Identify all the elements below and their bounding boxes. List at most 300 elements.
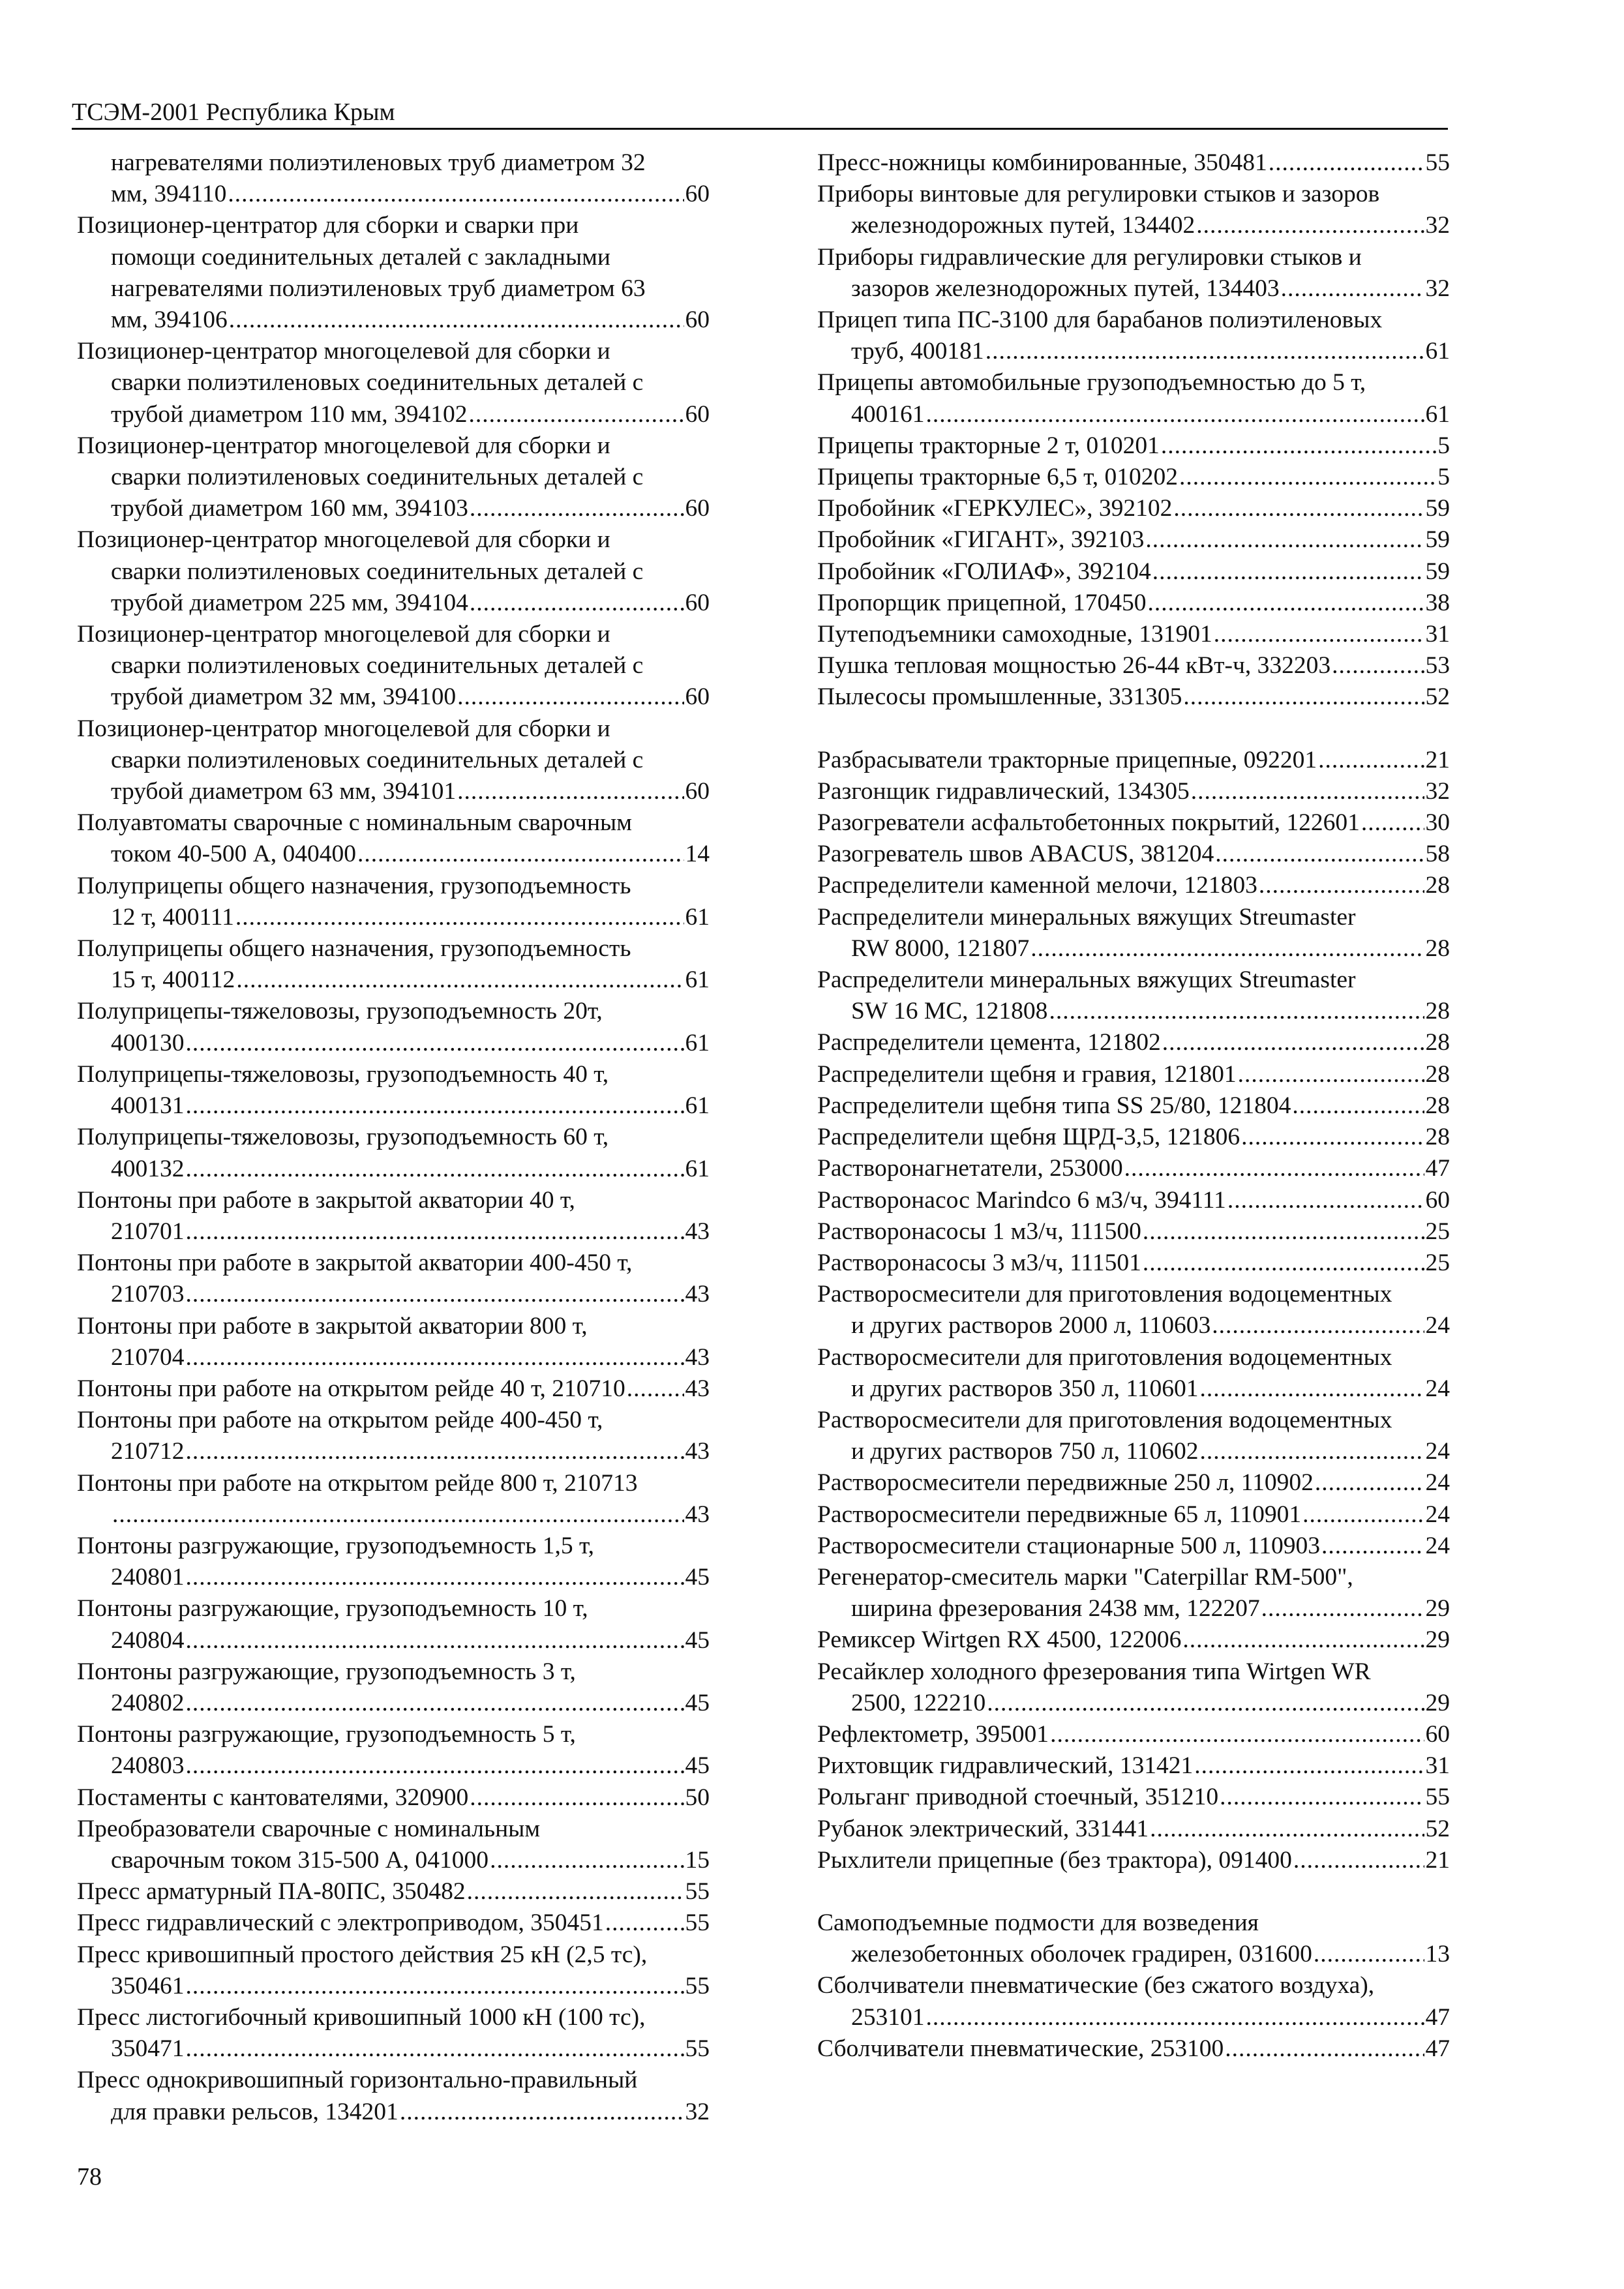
index-entry	[77, 1876, 710, 1908]
entry-page-number: 58	[1425, 841, 1450, 868]
index-entry	[77, 619, 710, 713]
entry-page-number: 28	[1425, 1060, 1450, 1088]
dot-leader	[236, 965, 684, 996]
index-entry	[77, 524, 710, 619]
entry-text-line: Пресс арматурный ПА-80ПС, 350482	[77, 1878, 466, 1906]
dot-leader	[1050, 1719, 1424, 1750]
dot-leader	[1150, 1814, 1424, 1845]
entry-page-number: 53	[1425, 652, 1450, 680]
dot-leader	[1182, 1624, 1424, 1656]
index-entry	[77, 996, 710, 1058]
index-entry	[77, 713, 710, 808]
entry-text-line: Растворосмесители для приготовления водоцементных	[817, 1343, 1392, 1371]
index-entry	[817, 524, 1450, 556]
index-entry	[817, 1122, 1450, 1153]
dot-leader	[1152, 556, 1424, 588]
index-entry	[817, 1656, 1450, 1719]
dot-leader	[1259, 870, 1424, 901]
dot-leader	[186, 2033, 684, 2065]
dot-leader	[1241, 1122, 1424, 1153]
dot-leader	[1179, 462, 1436, 493]
index-entry	[77, 2002, 710, 2065]
entry-text-line: 15 т, 400112	[111, 966, 235, 994]
entry-text-line: сварки полиэтиленовых соединительных деталей с	[111, 558, 644, 585]
entry-text-line: Пушка тепловая мощностью 26-44 кВт-ч, 332203	[817, 652, 1331, 680]
entry-page-number: 61	[685, 966, 710, 994]
entry-text-line: Разогреватель швов ABACUS, 381204	[817, 841, 1214, 868]
entry-page-number: 43	[685, 1218, 710, 1245]
index-entry	[817, 556, 1450, 588]
entry-text-line: Позиционер-центратор многоцелевой для сборки и	[77, 526, 610, 554]
entry-page-number: 55	[685, 1878, 710, 1906]
dot-leader	[987, 1688, 1424, 1719]
entry-text-line: Прицеп типа ПС-3100 для барабанов полиэтиленовых	[817, 307, 1383, 334]
entry-page-number: 24	[1425, 1375, 1450, 1402]
entry-page-number: 61	[685, 1029, 710, 1056]
dot-leader	[1238, 1059, 1424, 1090]
entry-text-line: помощи соединительных деталей с закладными	[111, 243, 610, 271]
entry-text-line: Распределители щебня ЩРД-3,5, 121806	[817, 1124, 1241, 1151]
entry-text-line: сварочным током 315-500 А, 041000	[111, 1846, 489, 1874]
index-entry	[817, 1216, 1450, 1248]
index-entry	[817, 1090, 1450, 1122]
entry-page-number: 28	[1425, 1124, 1450, 1151]
index-entry	[817, 745, 1450, 776]
dot-leader	[1212, 1310, 1424, 1341]
dot-leader	[1183, 681, 1424, 713]
dot-leader	[1173, 493, 1424, 524]
index-entry	[817, 807, 1450, 839]
dot-leader	[1292, 1090, 1424, 1122]
entry-text-line: Понтоны при работе в закрытой акватории 800 т,	[77, 1312, 588, 1339]
page-number: 78	[77, 2163, 102, 2191]
dot-leader	[1214, 619, 1424, 650]
entry-text-line: Пресс гидравлический с электроприводом, 350451	[77, 1909, 604, 1937]
entry-text-line: 210703	[111, 1281, 185, 1308]
entry-text-line: Прицепы автомобильные грузоподъемностью до 5 т,	[817, 369, 1366, 396]
index-entry	[817, 1624, 1450, 1656]
dot-leader	[467, 1876, 684, 1908]
entry-text-line: Позиционер-центратор многоцелевой для сборки и	[77, 338, 610, 365]
index-entry	[77, 1593, 710, 1656]
index-entry	[817, 147, 1450, 179]
entry-text-line: Путеподъемники самоходные, 131901	[817, 621, 1212, 648]
dot-leader	[1215, 839, 1424, 870]
index-entry	[817, 367, 1450, 430]
index-entry	[817, 1845, 1450, 1876]
entry-text-line: Понтоны при работе в закрытой акватории 400-450 т,	[77, 1249, 633, 1277]
index-entry	[817, 430, 1450, 462]
index-column-right	[817, 147, 1450, 2065]
dot-leader	[1293, 1845, 1424, 1876]
entry-page-number: 24	[1425, 1438, 1450, 1465]
entry-text-line: трубой диаметром 110 мм, 394102	[111, 400, 468, 428]
entry-text-line: Понтоны при работе на открытом рейде 800 т, 210713	[77, 1469, 638, 1497]
index-entry	[817, 1153, 1450, 1184]
entry-text-line: и других растворов 750 л, 110602	[851, 1438, 1199, 1465]
entry-page-number: 28	[1425, 935, 1450, 962]
entry-text-line: Понтоны при работе на открытом рейде 400-450 т,	[77, 1407, 603, 1434]
entry-page-number: 60	[685, 589, 710, 616]
running-header: ТСЭМ-2001 Республика Крым	[72, 98, 395, 126]
entry-text-line: Полуприцепы-тяжеловозы, грузоподъемность 40 т,	[77, 1060, 609, 1088]
dot-leader	[357, 839, 684, 870]
index-entry	[77, 430, 710, 525]
dot-leader	[1302, 1499, 1424, 1531]
dot-leader	[1030, 933, 1424, 965]
index-entry	[77, 1122, 710, 1184]
entry-page-number: 52	[1425, 1815, 1450, 1842]
entry-text-line: Пресс листогибочный кривошипный 1000 кН (100 тс),	[77, 2003, 646, 2031]
dot-leader	[235, 902, 684, 933]
entry-text-line: Самоподъемные подмости для возведения	[817, 1909, 1259, 1936]
entry-text-line: сварки полиэтиленовых соединительных деталей с	[111, 652, 644, 680]
entry-text-line: Растворосмесители стационарные 500 л, 110903	[817, 1532, 1320, 1559]
entry-text-line: 210712	[111, 1438, 185, 1465]
header-rule	[72, 128, 1448, 130]
index-entry	[817, 588, 1450, 619]
index-entry	[817, 1467, 1450, 1499]
entry-text-line: Рихтовщик гидравлический, 131421	[817, 1752, 1194, 1780]
entry-text-line: Полуприцепы общего назначения, грузоподъемность	[77, 872, 631, 899]
dot-leader	[627, 1373, 684, 1405]
entry-text-line: Прицепы тракторные 2 т, 010201	[817, 432, 1160, 459]
index-entry	[77, 807, 710, 870]
entry-text-line: Сболчиватели пневматические (без сжатого воздуха),	[817, 1972, 1375, 1999]
entry-text-line: Разогреватели асфальтобетонных покрытий, 122601	[817, 809, 1360, 837]
entry-text-line: сварки полиэтиленовых соединительных деталей с	[111, 369, 644, 396]
entry-page-number: 60	[685, 181, 710, 208]
index-entry	[817, 1248, 1450, 1279]
index-entry	[817, 1342, 1450, 1405]
dot-leader	[1220, 1782, 1424, 1813]
entry-text-line: и других растворов 350 л, 110601	[851, 1375, 1199, 1402]
entry-text-line: Распределители щебня и гравия, 121801	[817, 1060, 1237, 1088]
entry-text-line: 253101	[851, 2003, 925, 2031]
index-entry	[77, 1814, 710, 1876]
entry-text-line: 350471	[111, 2035, 185, 2063]
entry-page-number: 47	[1425, 1155, 1450, 1182]
index-entry	[817, 305, 1450, 367]
entry-text-line: нагревателями полиэтиленовых труб диаметром 63	[111, 275, 646, 302]
entry-text-line: трубой диаметром 32 мм, 394100	[111, 683, 457, 711]
index-entry	[77, 1782, 710, 1814]
index-entry	[817, 462, 1450, 493]
entry-text-line: Растворосмесители для приготовления водоцементных	[817, 1281, 1392, 1308]
index-entry	[77, 871, 710, 933]
entry-text-line: Прицепы тракторные 6,5 т, 010202	[817, 464, 1178, 491]
index-entry	[817, 1782, 1450, 1813]
dot-leader	[1148, 588, 1424, 619]
dot-leader	[186, 1028, 684, 1059]
entry-text-line: 400131	[111, 1092, 185, 1120]
entry-page-number: 43	[685, 1438, 710, 1465]
dot-leader	[1261, 1593, 1424, 1624]
entry-text-line: трубой диаметром 160 мм, 394103	[111, 495, 468, 522]
dot-leader	[186, 1971, 684, 2002]
entry-page-number: 43	[685, 1343, 710, 1371]
entry-text-line: 210701	[111, 1218, 185, 1245]
entry-text-line: Позиционер-центратор для сборки и сварки при	[77, 212, 579, 239]
dot-leader	[1162, 1027, 1424, 1058]
entry-text-line: RW 8000, 121807	[851, 935, 1030, 962]
entry-text-line: Пресс кривошипный простого действия 25 кН (2,5 тс),	[77, 1941, 648, 1968]
entry-page-number: 61	[685, 1092, 710, 1120]
entry-page-number: 21	[1425, 746, 1450, 773]
entry-text-line: Распределители минеральных вяжущих Streumaster	[817, 903, 1356, 931]
entry-text-line: Рефлектометр, 395001	[817, 1720, 1049, 1748]
index-entry	[817, 902, 1450, 965]
dot-leader	[186, 1436, 684, 1467]
dot-leader	[1314, 1939, 1424, 1970]
entry-text-line: Преобразователи сварочные с номинальным	[77, 1815, 541, 1842]
index-entry	[77, 1908, 710, 1939]
entry-text-line: ширина фрезерования 2438 мм, 122207	[851, 1595, 1260, 1623]
entry-page-number: 45	[685, 1564, 710, 1591]
index-entry	[77, 1373, 710, 1405]
index-entry	[77, 1531, 710, 1593]
entry-text-line: зазоров железнодорожных путей, 134403	[851, 275, 1280, 302]
entry-text-line: Полуприцепы-тяжеловозы, грузоподъемность 60 т,	[77, 1124, 609, 1151]
entry-page-number: 25	[1425, 1249, 1450, 1276]
entry-text-line: Постаменты с кантователями, 320900	[77, 1784, 469, 1811]
dot-leader	[186, 1216, 684, 1248]
dot-leader	[1318, 745, 1424, 776]
entry-page-number: 55	[685, 1909, 710, 1937]
entry-text-line: Полуприцепы-тяжеловозы, грузоподъемность 20т,	[77, 998, 603, 1025]
entry-page-number: 5	[1437, 432, 1450, 459]
dot-leader	[1145, 524, 1424, 556]
entry-text-line: Пробойник «ГОЛИАФ», 392104	[817, 558, 1151, 585]
entry-page-number: 43	[685, 1281, 710, 1308]
entry-page-number: 15	[685, 1846, 710, 1874]
entry-page-number: 32	[685, 2098, 710, 2125]
entry-page-number: 29	[1425, 1595, 1450, 1623]
entry-text-line: Понтоны разгружающие, грузоподъемность 3 т,	[77, 1658, 576, 1685]
index-entry	[817, 870, 1450, 901]
dot-leader	[400, 2097, 684, 2128]
entry-page-number: 5	[1437, 464, 1450, 491]
entry-page-number: 24	[1425, 1501, 1450, 1528]
section-gap	[817, 713, 1450, 745]
entry-page-number: 55	[1425, 1784, 1450, 1811]
dot-leader	[1191, 776, 1424, 807]
entry-text-line: 400132	[111, 1155, 185, 1182]
dot-leader	[985, 336, 1424, 367]
dot-leader	[490, 1845, 684, 1876]
entry-text-line: 240804	[111, 1626, 185, 1654]
entry-text-line: 400161	[851, 400, 925, 428]
index-entry	[77, 1656, 710, 1719]
index-entry	[77, 1719, 710, 1782]
entry-text-line: Растворосмесители передвижные 65 л, 110901	[817, 1501, 1302, 1528]
dot-leader	[470, 1782, 684, 1814]
dot-leader	[186, 1154, 684, 1185]
entry-page-number: 60	[1425, 1720, 1450, 1748]
entry-page-number: 59	[1425, 558, 1450, 585]
index-entry	[77, 1939, 710, 2002]
index-entry	[817, 1908, 1450, 1970]
entry-text-line: сварки полиэтиленовых соединительных деталей с	[111, 746, 644, 773]
dot-leader	[186, 1750, 684, 1782]
entry-text-line: Приборы гидравлические для регулировки стыков и	[817, 243, 1362, 271]
entry-text-line: Понтоны при работе в закрытой акватории 40 т,	[77, 1186, 575, 1214]
dot-leader	[1225, 2033, 1424, 2065]
index-entry	[77, 336, 710, 430]
dot-leader	[186, 1688, 684, 1719]
dot-leader	[186, 1279, 684, 1310]
entry-text-line: 2500, 122210	[851, 1689, 986, 1716]
entry-page-number: 38	[1425, 589, 1450, 616]
index-entry	[77, 1185, 710, 1248]
entry-page-number: 60	[1425, 1186, 1450, 1214]
entry-text-line: 400130	[111, 1029, 185, 1056]
dot-leader	[1196, 210, 1424, 241]
dot-leader	[186, 1562, 684, 1593]
index-entry	[77, 933, 710, 996]
dot-leader	[186, 1090, 684, 1122]
index-entry	[77, 2065, 710, 2127]
entry-page-number: 31	[1425, 621, 1450, 648]
dot-leader	[1321, 1531, 1424, 1562]
entry-page-number: 32	[1425, 777, 1450, 805]
entry-text-line: Полуприцепы общего назначения, грузоподъемность	[77, 935, 631, 963]
entry-text-line: Позиционер-центратор многоцелевой для сборки и	[77, 432, 610, 459]
dot-leader	[470, 588, 684, 619]
entry-text-line: током 40-500 А, 040400	[111, 841, 357, 868]
index-entry	[77, 210, 710, 336]
entry-text-line: Разгонщик гидравлический, 134305	[817, 777, 1190, 805]
entry-page-number: 13	[1425, 1941, 1450, 1968]
dot-leader	[1143, 1216, 1424, 1248]
dot-leader	[229, 305, 684, 336]
entry-text-line: Распределители минеральных вяжущих Streumaster	[817, 966, 1356, 994]
index-entry	[817, 1562, 1450, 1624]
entry-text-line: 240801	[111, 1564, 185, 1591]
entry-text-line: Распределители щебня типа SS 25/80, 121804	[817, 1092, 1291, 1119]
dot-leader	[1200, 1436, 1424, 1467]
dot-leader	[1143, 1248, 1424, 1279]
index-entry	[817, 650, 1450, 681]
entry-text-line: железнодорожных путей, 134402	[851, 212, 1195, 239]
index-entry	[77, 1468, 710, 1531]
entry-page-number: 28	[1425, 1092, 1450, 1119]
dot-leader	[112, 1499, 684, 1531]
entry-text-line: Пробойник «ГИГАНТ», 392103	[817, 526, 1145, 554]
entry-page-number: 55	[685, 1972, 710, 1999]
entry-text-line: Понтоны разгружающие, грузоподъемность 5 т,	[77, 1721, 576, 1748]
entry-text-line: 210704	[111, 1343, 185, 1371]
index-entry	[817, 1279, 1450, 1341]
entry-text-line: Позиционер-центратор многоцелевой для сборки и	[77, 621, 610, 648]
entry-page-number: 29	[1425, 1689, 1450, 1716]
dot-leader	[1361, 807, 1424, 839]
entry-text-line: Ресайклер холодного фрезерования типа Wirtgen WR	[817, 1658, 1371, 1685]
entry-text-line: мм, 394106	[111, 307, 228, 334]
entry-text-line: Ремиксер Wirtgen RX 4500, 122006	[817, 1626, 1182, 1654]
entry-text-line: Сболчиватели пневматические, 253100	[817, 2035, 1224, 2062]
dot-leader	[1227, 1185, 1424, 1216]
dot-leader	[457, 681, 684, 713]
entry-page-number: 59	[1425, 526, 1450, 554]
entry-page-number: 60	[685, 495, 710, 522]
entry-page-number: 47	[1425, 2003, 1450, 2031]
dot-leader	[1194, 1750, 1424, 1782]
entry-text-line: Пресс однокривошипный горизонтально-правильный	[77, 2067, 638, 2094]
entry-text-line: Растворосмесители передвижные 250 л, 110902	[817, 1469, 1314, 1497]
entry-text-line: 12 т, 400111	[111, 903, 234, 931]
entry-page-number: 60	[685, 778, 710, 805]
entry-text-line: Пылесосы промышленные, 331305	[817, 683, 1182, 711]
entry-page-number: 55	[1425, 149, 1450, 176]
entry-text-line: 240802	[111, 1689, 185, 1716]
index-entry	[77, 1059, 710, 1122]
dot-leader	[1269, 147, 1424, 179]
dot-leader	[1124, 1153, 1424, 1184]
entry-text-line: Регенератор-смеситель марки "Caterpillar RM-500",	[817, 1563, 1353, 1591]
index-entry	[817, 965, 1450, 1027]
entry-page-number: 43	[685, 1501, 710, 1528]
entry-text-line: сварки полиэтиленовых соединительных деталей с	[111, 464, 644, 491]
index-entry	[817, 839, 1450, 870]
index-entry	[817, 1405, 1450, 1467]
dot-leader	[1161, 430, 1436, 462]
entry-text-line: Рыхлители прицепные (без трактора), 091400	[817, 1846, 1292, 1874]
entry-text-line: железобетонных оболочек градирен, 031600	[851, 1941, 1312, 1968]
entry-text-line: Рубанок электрический, 331441	[817, 1815, 1149, 1842]
index-entry	[817, 1814, 1450, 1845]
entry-text-line: Пресс-ножницы комбинированные, 350481	[817, 149, 1267, 176]
entry-text-line: Растворосмесители для приготовления водоцементных	[817, 1406, 1392, 1433]
dot-leader	[1281, 273, 1424, 305]
index-entry	[77, 1311, 710, 1373]
dot-leader	[470, 493, 684, 524]
index-entry	[817, 681, 1450, 713]
index-entry	[817, 1531, 1450, 1562]
index-entry	[77, 147, 710, 210]
dot-leader	[228, 179, 684, 210]
index-entry	[817, 1059, 1450, 1090]
entry-page-number: 61	[1425, 400, 1450, 428]
entry-page-number: 32	[1425, 212, 1450, 239]
entry-text-line: SW 16 MC, 121808	[851, 998, 1048, 1025]
dot-leader	[186, 1342, 684, 1373]
index-entry	[817, 1719, 1450, 1750]
entry-page-number: 24	[1425, 1469, 1450, 1497]
dot-leader	[1049, 996, 1424, 1027]
entry-text-line: Пробойник «ГЕРКУЛЕС», 392102	[817, 495, 1173, 522]
entry-text-line: Распределители каменной мелочи, 121803	[817, 872, 1257, 899]
index-entry	[817, 242, 1450, 305]
entry-page-number: 43	[685, 1375, 710, 1402]
entry-text-line: Растворонасос Marindco 6 м3/ч, 394111	[817, 1186, 1226, 1214]
entry-text-line: Приборы винтовые для регулировки стыков и зазоров	[817, 181, 1380, 208]
entry-page-number: 47	[1425, 2035, 1450, 2062]
index-entry	[77, 1248, 710, 1310]
entry-page-number: 28	[1425, 998, 1450, 1025]
entry-text-line: трубой диаметром 63 мм, 394101	[111, 778, 457, 805]
section-gap	[817, 1876, 1450, 1908]
entry-page-number: 32	[1425, 275, 1450, 302]
entry-page-number: 52	[1425, 683, 1450, 711]
entry-page-number: 61	[1425, 338, 1450, 365]
index-column-left	[77, 147, 710, 2128]
index-entry	[817, 1499, 1450, 1531]
dot-leader	[926, 2002, 1424, 2033]
entry-text-line: и других растворов 2000 л, 110603	[851, 1312, 1211, 1339]
entry-page-number: 29	[1425, 1626, 1450, 1654]
entry-page-number: 50	[685, 1784, 710, 1811]
